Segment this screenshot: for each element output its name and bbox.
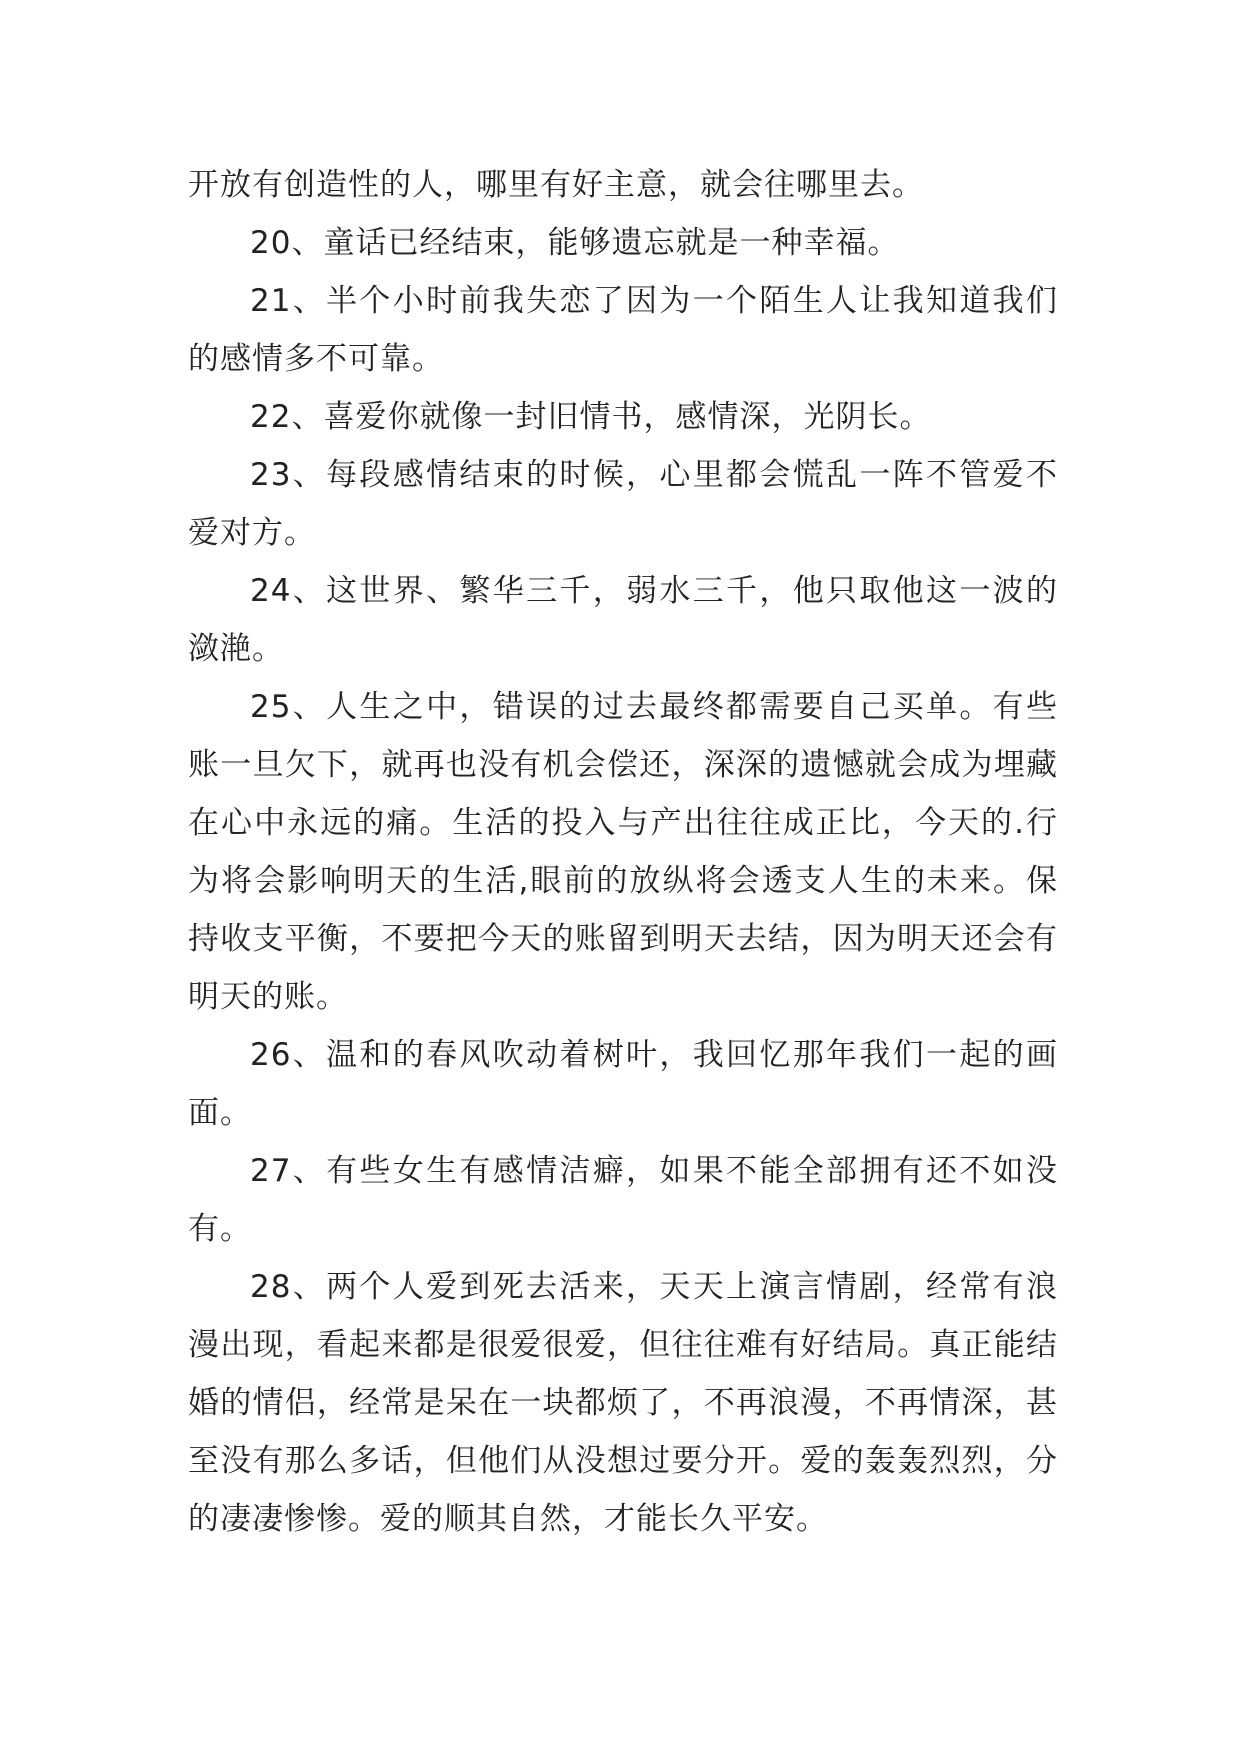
paragraph-item-20: 20、童话已经结束，能够遗忘就是一种幸福。: [250, 225, 900, 261]
paragraph-continuation: 开放有创造性的人，哪里有好主意，就会往哪里去。: [188, 167, 924, 203]
paragraph-item-24: 24、这世界、繁华三千，弱水三千，他只取他这一波的潋滟。: [188, 573, 1058, 667]
paragraph-item-28: 28、两个人爱到死去活来，天天上演言情剧，经常有浪漫出现，看起来都是很爱很爱，但往往难有好结局。真正能结婚的情侣，经常是呆在一块都烦了，不再浪漫，不再情深，甚至没有那么多话，但他们从没想过要分开。爱的轰轰烈烈，分的凄凄惨惨。爱的顺其自然，才能长久平安。: [188, 1269, 1058, 1537]
paragraph-item-21: 21、半个小时前我失恋了因为一个陌生人让我知道我们的感情多不可靠。: [188, 283, 1058, 377]
document-body: [188, 156, 1058, 1548]
paragraph-item-23: 23、每段感情结束的时候，心里都会慌乱一阵不管爱不爱对方。: [188, 457, 1058, 551]
paragraph-item-26: 26、温和的春风吹动着树叶，我回忆那年我们一起的画面。: [188, 1037, 1058, 1131]
paragraph-item-22: 22、喜爱你就像一封旧情书，感情深，光阴长。: [250, 399, 932, 435]
paragraph-item-25: 25、人生之中，错误的过去最终都需要自己买单。有些账一旦欠下，就再也没有机会偿还，深深的遗憾就会成为埋藏在心中永远的痛。生活的投入与产出往往成正比，今天的.行为将会影响明天的生活,眼前的放纵将会透支人生的未来。保持收支平衡，不要把今天的账留到明天去结，因为明天还会有明天的账。: [188, 689, 1058, 1015]
paragraph-item-27: 27、有些女生有感情洁癖，如果不能全部拥有还不如没有。: [188, 1153, 1058, 1247]
